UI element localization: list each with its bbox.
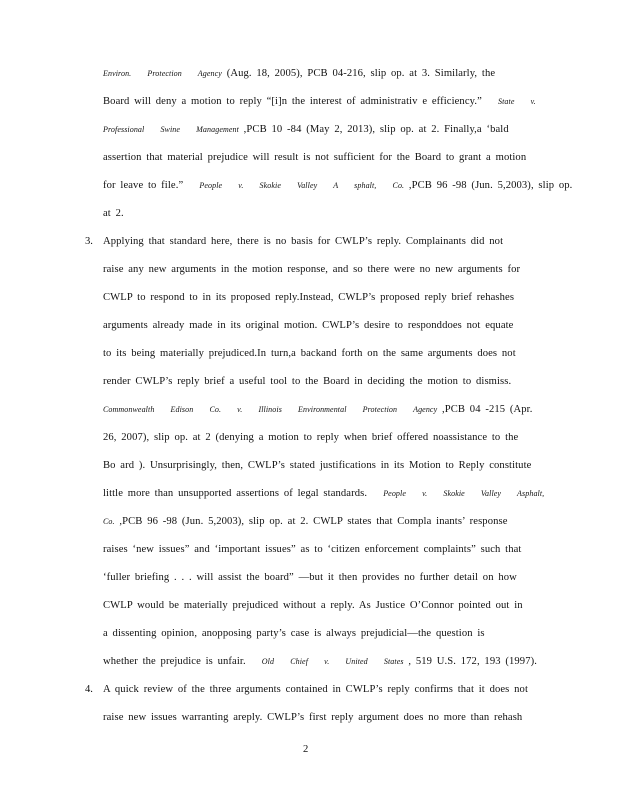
- text-run: at 2.: [103, 208, 124, 219]
- text-run: ‘fuller briefing . . . will assist the board” —but it then provides no further detail on how: [103, 572, 517, 583]
- citation-italic: Environ. Protection Agency: [103, 69, 222, 78]
- text-line: [103, 432, 518, 443]
- text-run: little more than unsupported assertions of legal standards.: [103, 488, 368, 499]
- text-run: , 519 U.S. 172, 193 (1997).: [403, 656, 537, 667]
- text-run: raises ‘new issues” and ‘important issues” as to ‘citizen enforcement complaints” such that: [103, 544, 522, 555]
- text-run: (Aug. 18, 2005), PCB 04-216, slip op. at 3. Similarly, the: [221, 68, 496, 79]
- citation-italic: Commonwealth Edison Co. v. Illinois Environmental Protection Agency: [103, 405, 438, 414]
- text-line: [103, 656, 537, 667]
- text-line: [103, 628, 485, 639]
- text-run: ,PCB 96 -98 (Jun. 5,2003), slip op.: [404, 180, 573, 191]
- text-line: [103, 404, 532, 415]
- citation-italic: Co.: [103, 517, 115, 526]
- text-line: [103, 124, 509, 135]
- text-line: [103, 516, 508, 527]
- text-run: ,PCB 04 -215 (Apr.: [437, 404, 533, 415]
- text-line: [103, 488, 544, 499]
- text-run: Board will deny a motion to reply “[i]n the interest of administrativ e efficiency.”: [103, 96, 482, 107]
- text-run: raise any new arguments in the motion response, and so there were no new arguments for: [103, 264, 521, 275]
- citation-italic: Old Chief v. United States: [245, 657, 404, 666]
- text-line: [103, 320, 513, 331]
- text-line: [103, 236, 503, 247]
- citation-italic: People v. Skokie Valley Asphalt,: [367, 489, 545, 498]
- text-run: 26, 2007), slip op. at 2 (denying a motion to reply when brief offered noassistance to the: [103, 432, 519, 443]
- text-run: A quick review of the three arguments contained in CWLP’s reply confirms that it does not: [103, 684, 528, 695]
- text-run: CWLP would be materially prejudiced without a reply. As Justice O’Connor pointed out in: [103, 600, 523, 611]
- text-line: [103, 600, 523, 611]
- text-line: [103, 264, 520, 275]
- text-run: ,PCB 96 -98 (Jun. 5,2003), slip op. at 2. CWLP states that Compla inants’ response: [114, 516, 508, 527]
- text-run: Applying that standard here, there is no basis for CWLP’s reply. Complainants did not: [103, 236, 504, 247]
- citation-italic: State v.: [481, 97, 536, 106]
- text-run: render CWLP’s reply brief a useful tool to the Board in deciding the motion to dismiss.: [103, 376, 512, 387]
- text-line: [103, 96, 536, 107]
- text-line: [103, 572, 517, 583]
- text-run: Bo ard ). Unsurprisingly, then, CWLP’s stated justifications in its Motion to Reply constitute: [103, 460, 532, 471]
- text-run: arguments already made in its original motion. CWLP’s desire to responddoes not equate: [103, 320, 514, 331]
- text-run: to its being materially prejudiced.In turn,a backand forth on the same arguments does not: [103, 348, 516, 359]
- text-line: [103, 376, 511, 387]
- text-line: [103, 208, 124, 219]
- citation-italic: People v. Skokie Valley A sphalt, Co.: [183, 181, 405, 190]
- text-line: [103, 68, 495, 79]
- text-run: whether the prejudice is unfair.: [103, 656, 246, 667]
- text-line: [103, 152, 526, 163]
- text-run: assertion that material prejudice will result is not sufficient for the Board to grant a motion: [103, 152, 527, 163]
- text-line: [103, 460, 531, 471]
- text-line: [103, 292, 514, 303]
- text-run: raise new issues warranting areply. CWLP’s first reply argument does no more than rehash: [103, 712, 523, 723]
- text-run: ,PCB 10 -84 (May 2, 2013), slip op. at 2. Finally,a ‘bald: [238, 124, 509, 135]
- text-line: [103, 712, 522, 723]
- text-line: [103, 544, 521, 555]
- text-run: for leave to file.”: [103, 180, 184, 191]
- text-line: [103, 348, 516, 359]
- paragraph-number: 3.: [85, 236, 93, 247]
- text-line: [103, 684, 528, 695]
- text-run: a dissenting opinion, anopposing party’s case is always prejudicial—the question is: [103, 628, 485, 639]
- paragraph-number: 4.: [85, 684, 93, 695]
- text-run: CWLP to respond to in its proposed reply.Instead, CWLP’s proposed reply brief rehashes: [103, 292, 515, 303]
- citation-italic: Professional Swine Management: [103, 125, 239, 134]
- page-number: 2: [303, 744, 309, 755]
- text-line: [103, 180, 572, 191]
